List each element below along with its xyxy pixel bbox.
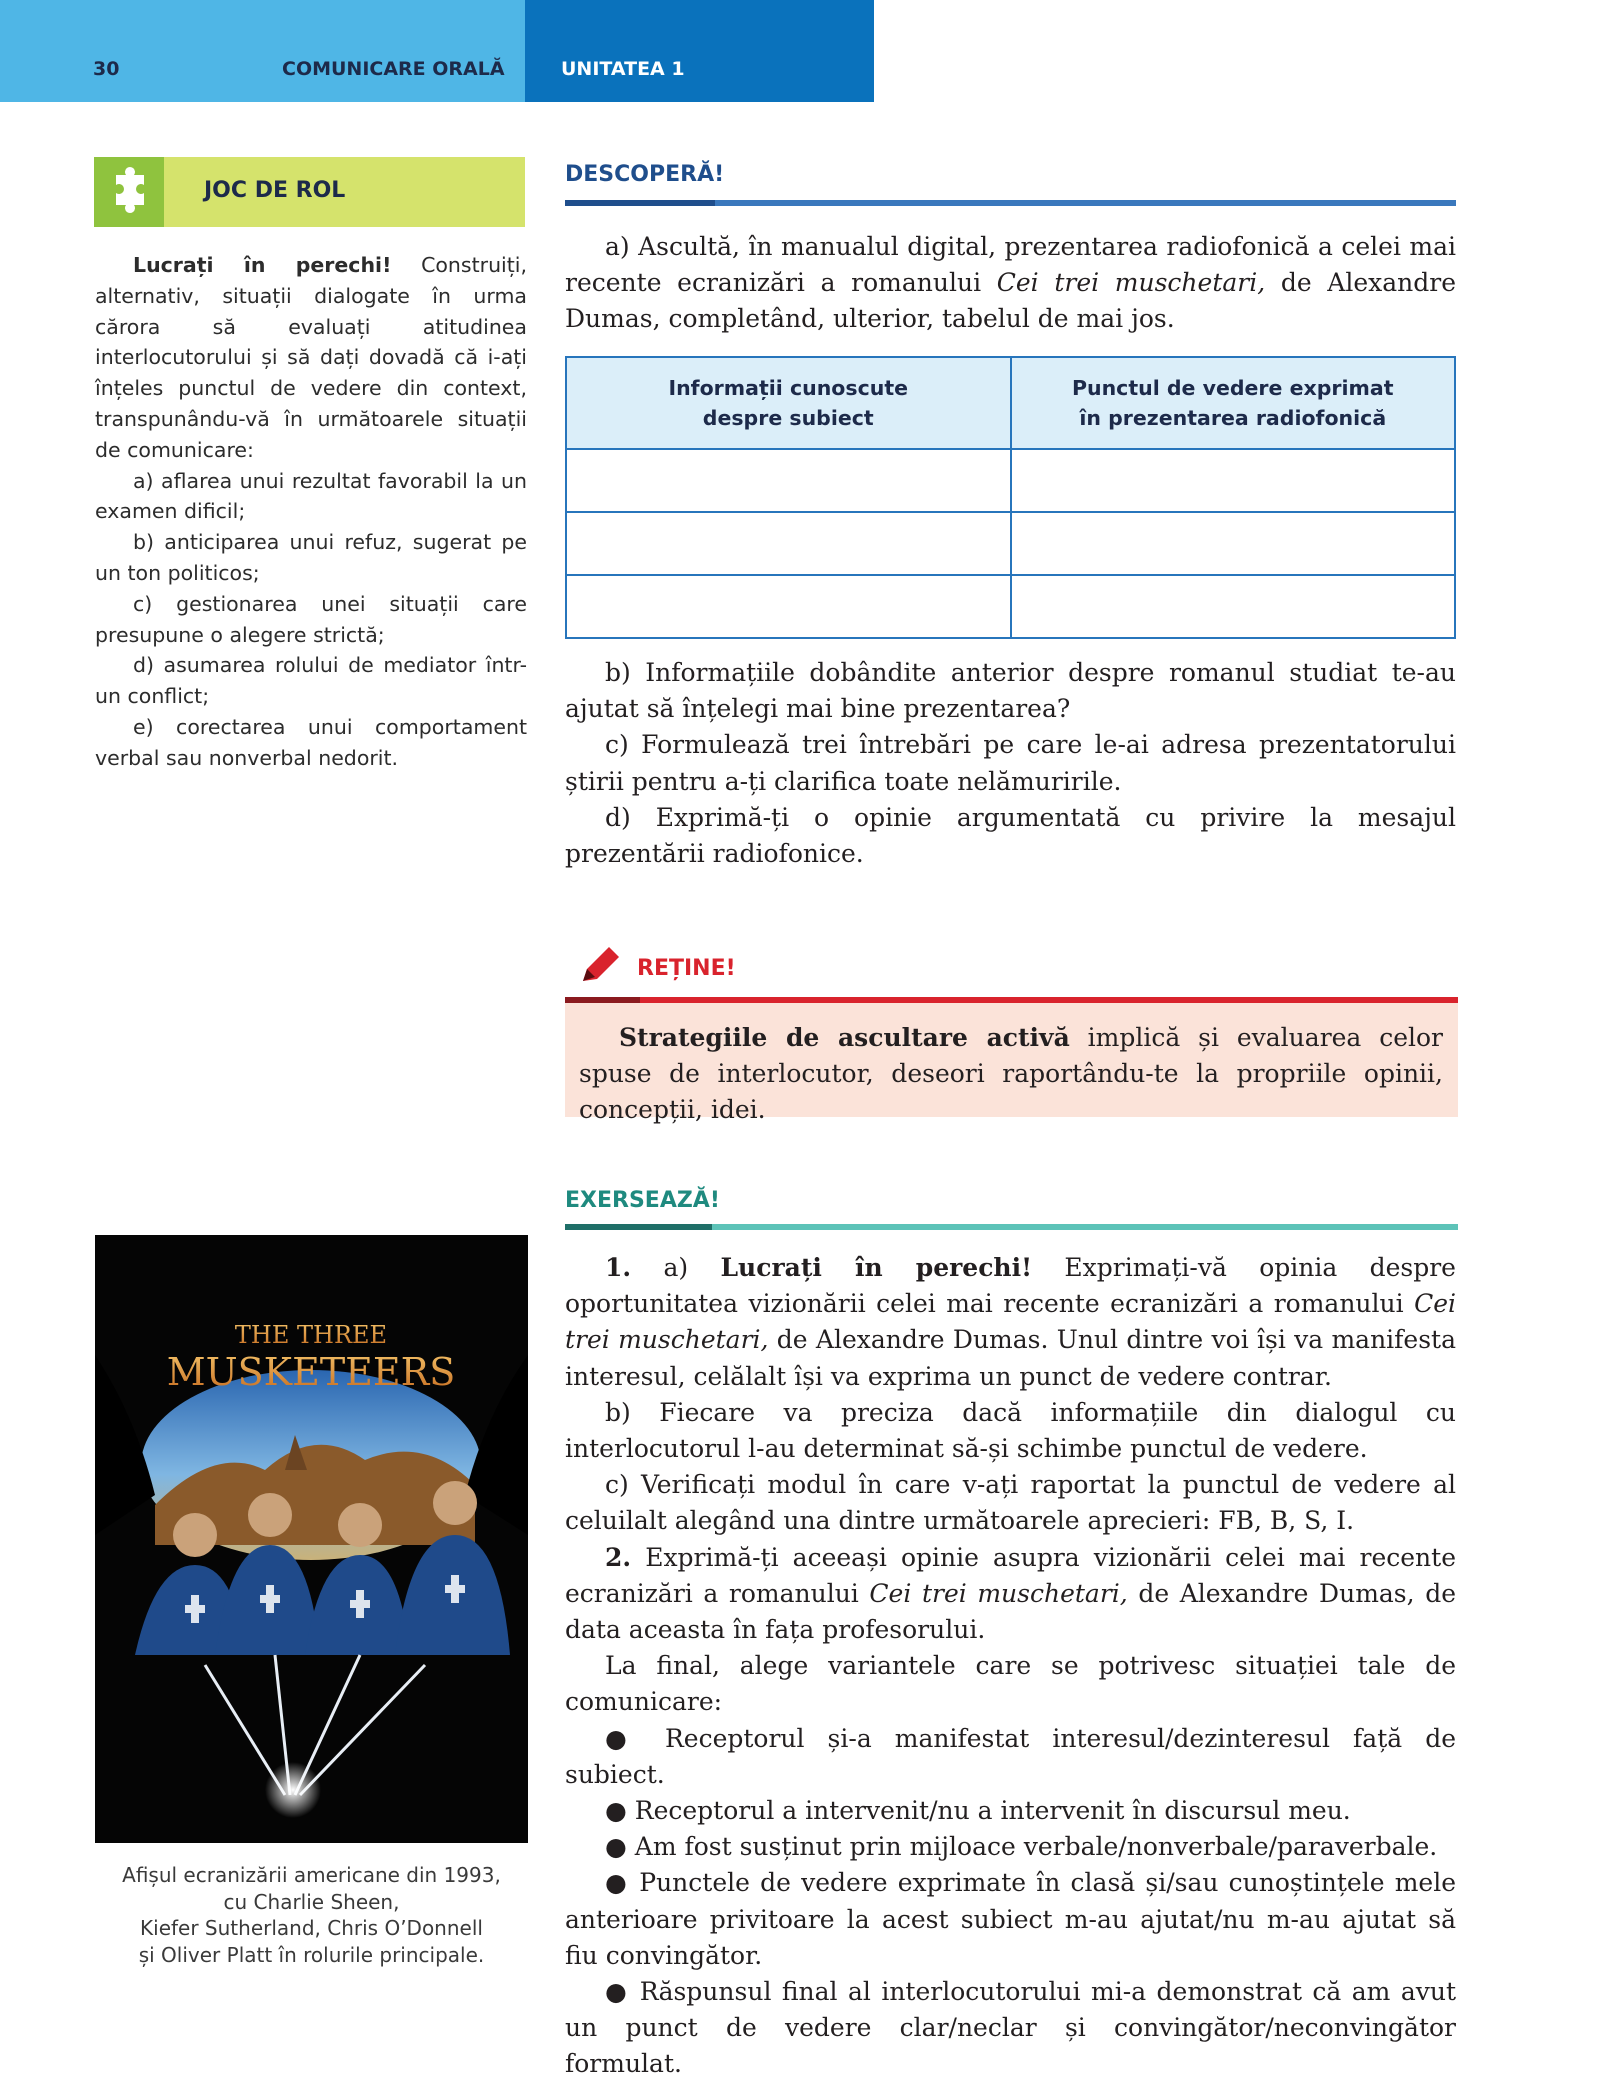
joc-de-rol-intro-text: Construiți, alternativ, situații dialogate în urma cărora să evaluați atitudinea interlocutorului și să dați dovadă că i-ați înțeles punctul de vedere din context, transpunându-vă în următoarele situații de comunicare:	[95, 253, 528, 462]
descopera-d: d) Exprimă-ți o opinie argumentată cu privire la mesajul prezentării radiofonice.	[565, 802, 1456, 869]
page-number: 30	[93, 58, 120, 80]
poster-title-line1: THE THREE	[234, 1321, 388, 1349]
poster-title-line2: MUSKETEERS	[166, 1350, 456, 1394]
info-table	[565, 356, 1456, 639]
exerseaza-text	[565, 1250, 1456, 2083]
exerseaza-bar-light	[712, 1224, 1458, 1230]
movie-poster	[95, 1235, 528, 1843]
bullet-item: ● Receptorul și-a manifestat interesul/dezinteresul față de subiect.	[565, 1723, 1456, 1789]
descopera-bar-dark	[565, 200, 715, 206]
exercise-1b: b) Fiecare va preciza dacă informațiile din dialogul cu interlocutorul l-au determinat să-și schimbe punctul de vedere.	[565, 1397, 1456, 1464]
exercise-final: La final, alege variantele care se potrivesc situației tale de comunicare:	[565, 1651, 1456, 1717]
header-unit-bar	[525, 0, 874, 102]
table-cell[interactable]	[566, 575, 1011, 638]
exercise-2: 2. Exprimă-ți aceeași opinie asupra vizionării celei mai recente ecranizări a romanului Cei trei muschetari, de Alexandre Dumas, de data aceasta în fața profesorului.	[565, 1542, 1456, 1645]
descopera-heading: DESCOPERĂ!	[565, 162, 725, 187]
table-cell[interactable]	[566, 512, 1011, 575]
list-item: d) asumarea rolului de mediator într-un conflict;	[95, 653, 527, 709]
bullet-item: ● Răspunsul final al interlocutorului mi-a demonstrat că am avut un punct de vedere clar/neclar și convingător/neconvingător formulat.	[565, 1977, 1456, 2079]
puzzle-icon	[94, 157, 164, 227]
joc-de-rol-intro	[95, 250, 527, 466]
exerseaza-bar-dark	[565, 1224, 712, 1230]
bullet-item: ● Punctele de vedere exprimate în clasă și/sau cunoștințele mele anterioare privitoare la acest subiect m-au ajutat/nu m-au ajutat să fiu convingător.	[565, 1868, 1456, 1970]
table-cell[interactable]	[1011, 512, 1456, 575]
section-title: COMUNICARE ORALĂ	[282, 58, 505, 80]
exerseaza-heading: EXERSEAZĂ!	[565, 1188, 720, 1213]
table-cell[interactable]	[1011, 575, 1456, 638]
descopera-bar-light	[715, 200, 1456, 206]
table-row	[566, 575, 1455, 638]
descopera-a: a) Ascultă, în manualul digital, prezentarea radiofonică a celei mai recente ecranizări a romanului Cei trei muschetari, de Alexandre Dumas, completând, ulterior, tabelul de mai jos.	[565, 232, 1457, 334]
joc-de-rol-lead: Lucrați în perechi!	[133, 253, 392, 277]
joc-de-rol-title: JOC DE ROL	[204, 178, 346, 203]
descopera-b: b) Informațiile dobândite anterior despre romanul studiat te-au ajutat să înțelegi mai bine prezentarea?	[565, 658, 1456, 724]
bullet-item: ● Am fost susținut prin mijloace verbale/nonverbale/paraverbale.	[605, 1832, 1438, 1862]
table-cell[interactable]	[566, 449, 1011, 512]
bullet-item: ● Receptorul a intervenit/nu a intervenit în discursul meu.	[605, 1796, 1351, 1826]
table-row	[566, 512, 1455, 575]
retine-heading: REȚINE!	[637, 956, 736, 981]
table-cell[interactable]	[1011, 449, 1456, 512]
descopera-bcd	[565, 655, 1456, 872]
list-item: b) anticiparea unui refuz, sugerat pe un ton politicos;	[95, 530, 527, 585]
exercise-1c: c) Verificați modul în care v-ați raportat la punctul de vedere al celuilalt alegând una dintre următoarele aprecieri: FB, B, S, I.	[565, 1470, 1456, 1536]
list-item: a) aflarea unui rezultat favorabil la un examen dificil;	[95, 468, 527, 524]
exercise-1a: 1. a) Lucrați în perechi! Exprimați-vă opinia despre oportunitatea vizionării celei mai recente ecranizări a romanului Cei trei muschetari, de Alexandre Dumas. Unul dintre voi își va manifesta interesul, celălalt își va exprima un punct de vedere contrar.	[565, 1253, 1456, 1391]
poster-caption: Afișul ecranizării americane din 1993, cu Charlie Sheen, Kiefer Sutherland, Chris O’Donnell și Oliver Platt în rolurile principale.	[122, 1863, 501, 1967]
list-item: c) gestionarea unei situații care presupune o alegere strictă;	[95, 591, 527, 647]
joc-de-rol-text	[95, 250, 527, 774]
header-section-bar	[0, 0, 525, 102]
table-row	[566, 449, 1455, 512]
list-item: e) corectarea unui comportament verbal sau nonverbal nedorit.	[95, 714, 527, 770]
retine-text: Strategiile de ascultare activă implică și evaluarea celor spuse de interlocutor, deseori raportându-te la propriile opinii, concepții, idei.	[579, 1023, 1444, 1124]
descopera-c: c) Formulează trei întrebări pe care le-ai adresa prezentatorului știrii pentru a-ți clarifica toate nelămuririle.	[565, 730, 1456, 796]
pencil-icon	[575, 943, 625, 988]
unit-title: UNITATEA 1	[561, 58, 685, 80]
table-header-viewpoint: Punctul de vedere exprimat în prezentarea radiofonică	[1011, 357, 1456, 449]
table-header-known-info: Informații cunoscute despre subiect	[566, 357, 1011, 449]
